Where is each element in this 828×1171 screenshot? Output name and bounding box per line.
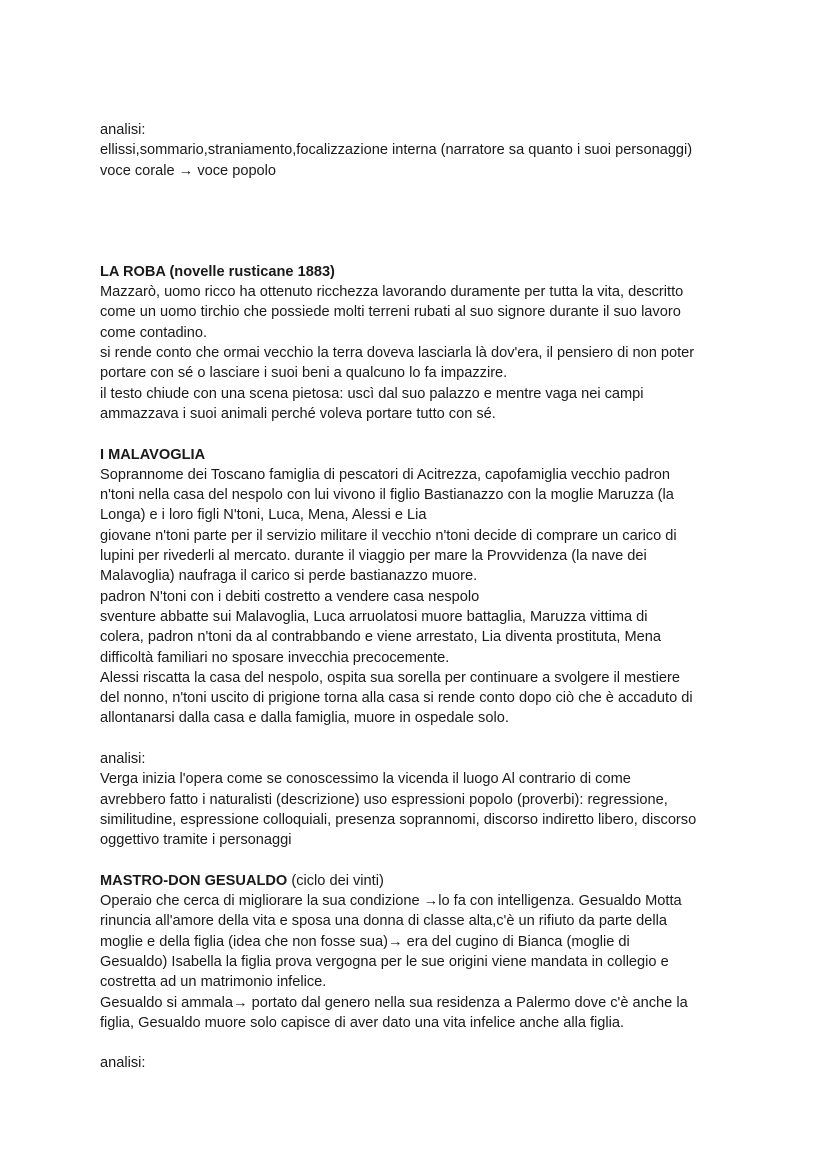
intro-analysis-section (100, 120, 740, 181)
text-line: si rende conto che ormai vecchio la terra doveva lasciarla là dov'era, il pensiero di non poter (100, 345, 695, 362)
text-line: come un uomo tirchio che possiede molti terreni rubati al suo signore durante il suo lavoro (100, 304, 681, 321)
text-line: come contadino. (100, 324, 208, 341)
text-line: Operaio che cerca di migliorare la sua condizione →lo fa con intelligenza. Gesualdo Motta (100, 893, 682, 910)
spacer (100, 729, 740, 749)
text-line: Alessi riscatta la casa del nespolo, ospita sua sorella per continuare a svolgere il mestiere (100, 669, 680, 686)
spacer (100, 851, 740, 871)
text-line: Malavoglia) naufraga il carico si perde bastianazzo muore. (100, 568, 478, 585)
section-title: LA ROBA (novelle rusticane 1883) (100, 263, 335, 280)
text-line: Longa) e i loro figli N'toni, Luca, Mena, Alessi e Lia (100, 507, 427, 524)
section-title (100, 871, 740, 891)
text-line: similitudine, espressione colloquiali, presenza soprannomi, discorso indiretto libero, discorso (100, 811, 697, 828)
text-line: ammazzava i suoi animali perché voleva portare tutto con sé. (100, 405, 496, 422)
spacer (100, 1033, 740, 1053)
text-line: Verga inizia l'opera come se conoscessimo la vicenda il luogo Al contrario di come (100, 771, 631, 788)
text-line: Soprannome dei Toscano famiglia di pescatori di Acitrezza, capofamiglia vecchio padron (100, 466, 671, 483)
text-line: giovane n'toni parte per il servizio militare il vecchio n'toni decide di comprare un carico di (100, 527, 677, 544)
analysis-heading: analisi: (100, 122, 146, 138)
text-line: voce corale → voce popolo (100, 162, 277, 179)
text-line: costretta ad un matrimonio infelice. (100, 974, 327, 991)
text-line: Mazzarò, uomo ricco ha ottenuto ricchezza lavorando duramente per tutta la vita, descritto (100, 284, 684, 301)
text-line: Gesualdo si ammala→ portato dal genero nella sua residenza a Palermo dove c'è anche la (100, 994, 688, 1011)
text-line: il testo chiude con una scena pietosa: uscì dal suo palazzo e mentre vaga nei campi (100, 385, 644, 402)
text-line: moglie e della figlia (idea che non fosse sua)→ era del cugino di Bianca (moglie di (100, 933, 630, 950)
text-line: lupini per rivederli al mercato. durante il viaggio per mare la Provvidenza (la nave dei (100, 548, 647, 565)
text-line: del nonno, n'toni uscito di prigione torna alla casa si rende conto dopo ciò che è accaduto di (100, 690, 693, 707)
text-line: colera, padron n'toni da al contrabbando e viene arrestato, Lia diventa prostituta, Mena (100, 629, 661, 646)
spacer (100, 181, 740, 262)
section-title-bold: MASTRO-DON GESUALDO (100, 872, 288, 889)
text-line: avrebbero fatto i naturalisti (descrizione) uso espressioni popolo (proverbi): regressione, (100, 791, 668, 808)
malavoglia-section (100, 445, 740, 851)
la-roba-section (100, 262, 740, 424)
text-line: ellissi,sommario,straniamento,focalizzazione interna (narratore sa quanto i suoi personaggi) (100, 142, 693, 159)
text-line: Gesualdo) Isabella la figlia prova vergogna per le sue origini viene mandata in collegio e (100, 953, 669, 970)
text-line: sventure abbatte sui Malavoglia, Luca arruolatosi muore battaglia, Maruzza vittima di (100, 608, 648, 625)
text-line: oggettivo tramite i personaggi (100, 832, 292, 849)
analysis-heading: analisi: (100, 1055, 146, 1072)
text-line: portare con sé o lasciare i suoi beni a qualcuno lo fa impazzire. (100, 365, 508, 382)
text-line: figlia, Gesualdo muore solo capisce di aver dato una vita infelice anche alla figlia. (100, 1014, 625, 1031)
analysis-heading: analisi: (100, 751, 146, 768)
text-line: difficoltà familiari no sposare invecchia precocemente. (100, 649, 450, 666)
section-title: I MALAVOGLIA (100, 446, 206, 463)
spacer (100, 424, 740, 444)
text-line: padron N'toni con i debiti costretto a vendere casa nespolo (100, 588, 480, 605)
section-title-note: (ciclo dei vinti) (287, 872, 384, 889)
text-line: n'toni nella casa del nespolo con lui vivono il figlio Bastianazzo con la moglie Maruzza (la (100, 487, 674, 504)
document-page (100, 120, 740, 1074)
text-line: allontanarsi dalla casa e dalla famiglia, muore in ospedale solo. (100, 710, 509, 727)
text-line: rinuncia all'amore della vita e sposa una donna di classe alta,c'è un rifiuto da parte della (100, 913, 667, 930)
mastro-don-gesualdo-section (100, 871, 740, 1074)
